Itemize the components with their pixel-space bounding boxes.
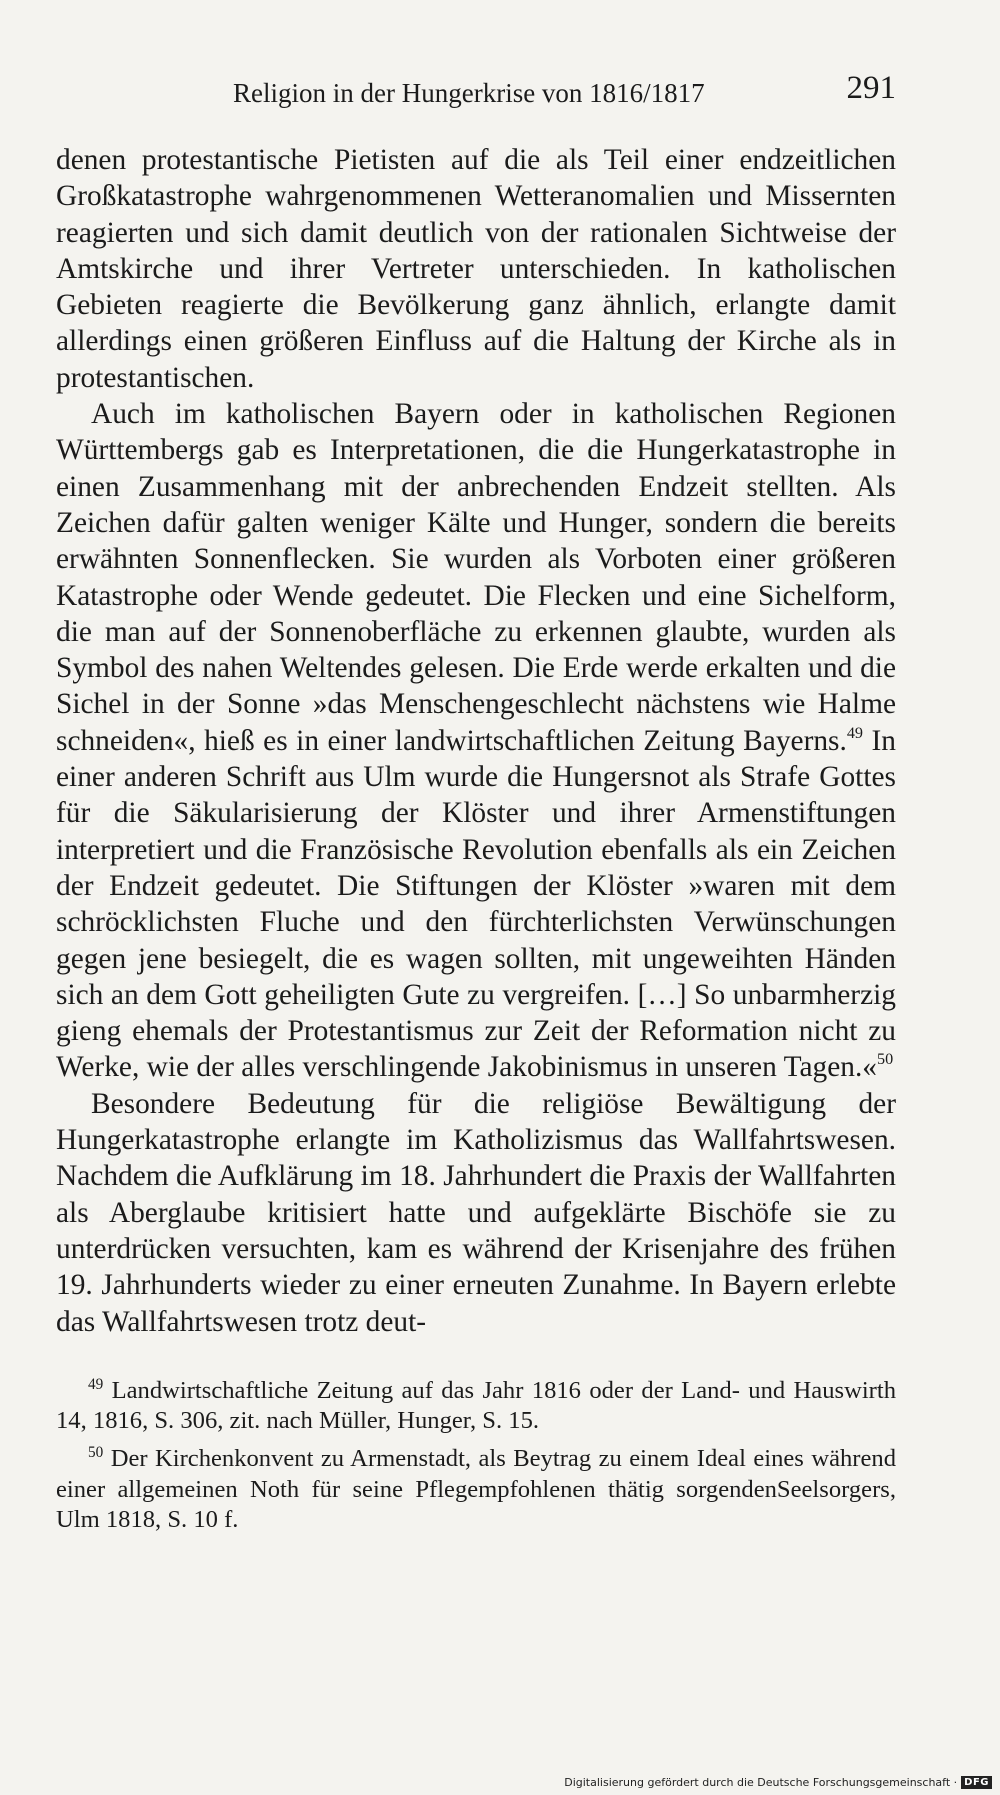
paragraph-2 bbox=[56, 396, 896, 1086]
page-number: 291 bbox=[846, 70, 896, 106]
footnote-mark: 50 bbox=[88, 1444, 104, 1462]
body-text bbox=[56, 142, 896, 1340]
digitization-credit bbox=[564, 1776, 992, 1789]
running-head bbox=[56, 70, 896, 116]
paragraph-3: Besondere Bedeutung für die religiöse Bewältigung der Hungerkatastrophe erlangte im Katholizismus das Wallfahrtswesen. Nachdem die Aufklärung im 18. Jahrhundert die Praxis der Wallfahrten als Aberglaube kritisiert hatte und aufgeklärte Bischöfe sie zu unterdrücken versuchten, kam es während der Krisenjahre des frühen 19. Jahrhunderts wieder zu einer erneuten Zunahme. In Bayern erlebte das Wallfahrtswesen trotz deut- bbox=[56, 1087, 896, 1338]
paragraph-1: denen protestantische Pietisten auf die als Teil einer endzeitlichen Großkatastrophe wahrgenommenen Wetteranomalien und Missernten reagierten und sich damit deutlich von der rationalen Sichtweise der Amtskirche und ihrer Vertreter unterschieden. In katholischen Gebieten reagierte die Bevölkerung ganz ähnlich, erlangte damit allerdings einen größeren Einfluss auf die Haltung der Kirche als in protestantischen. bbox=[56, 144, 896, 394]
paragraph-2-part-2: In einer anderen Schrift aus Ulm wurde die Hungersnot als Strafe Gottes für die Säkularisierung der Klöster und ihrer Armenstiftungen interpretiert und die Französische Revolution ebenfalls als ein Zeichen der Endzeit gedeutet. Die Stiftungen der Klöster »waren mit dem schröcklichsten Fluche und den fürchterlichsten Verwünschungen gegen jene besiegelt, die es wagen sollten, mit ungeweihten Händen sich an dem Gott geheiligten Gute zu vergreifen. […] So unbarmherzig gieng ehemals der Protestantismus zur Zeit der Reformation nicht zu Werke, wie der alles verschlingende Jakobinismus in unseren Tagen.« bbox=[56, 724, 896, 1084]
footnote-mark: 49 bbox=[88, 1375, 104, 1393]
paragraph-2-part-1: Auch im katholischen Bayern oder in katholischen Regionen Württembergs gab es Interpretationen, die die Hungerkatastrophe in einen Zusammenhang mit der anbrechenden Endzeit stellten. Als Zeichen dafür galten weniger Kälte und Hunger, sondern die bereits erwähnten Sonnenflecken. Sie wurden als Vorboten einer größeren Katastrophe oder Wende gedeutet. Die Flecken und eine Sichelform, die man auf der Sonnenoberfläche zu erkennen glaubte, wurden als Symbol des nahen Weltendes gelesen. Die Erde werde erkalten und die Sichel in der Sonne »das Menschengeschlecht nächstens wie Halme schneiden«, hieß es in einer landwirtschaftlichen Zeitung Bayerns. bbox=[56, 398, 896, 757]
footnotes bbox=[56, 1376, 896, 1535]
footnote-ref-50: 50 bbox=[877, 1051, 894, 1069]
dfg-logo: DFG bbox=[961, 1776, 992, 1789]
footnote-ref-49: 49 bbox=[846, 724, 863, 742]
book-page bbox=[56, 70, 896, 1543]
footnote-50 bbox=[56, 1444, 896, 1535]
running-title: Religion in der Hungerkrise von 1816/1817 bbox=[233, 78, 705, 108]
footnote-49 bbox=[56, 1376, 896, 1437]
footnote-text: Landwirtschaftliche Zeitung auf das Jahr 1816 oder der Land- und Hauswirth 14, 1816, S. 306, zit. nach Müller, Hunger, S. 15. bbox=[56, 1376, 896, 1435]
footnote-text: Der Kirchenkonvent zu Armenstadt, als Beytrag zu einem Ideal eines während einer allgemeinen Noth für seine Pflegempfohlenen thätig sorgendenSeelsorgers, Ulm 1818, S. 10 f. bbox=[56, 1445, 896, 1533]
credit-text: Digitalisierung gefördert durch die Deutsche Forschungsgemeinschaft · bbox=[564, 1776, 958, 1789]
